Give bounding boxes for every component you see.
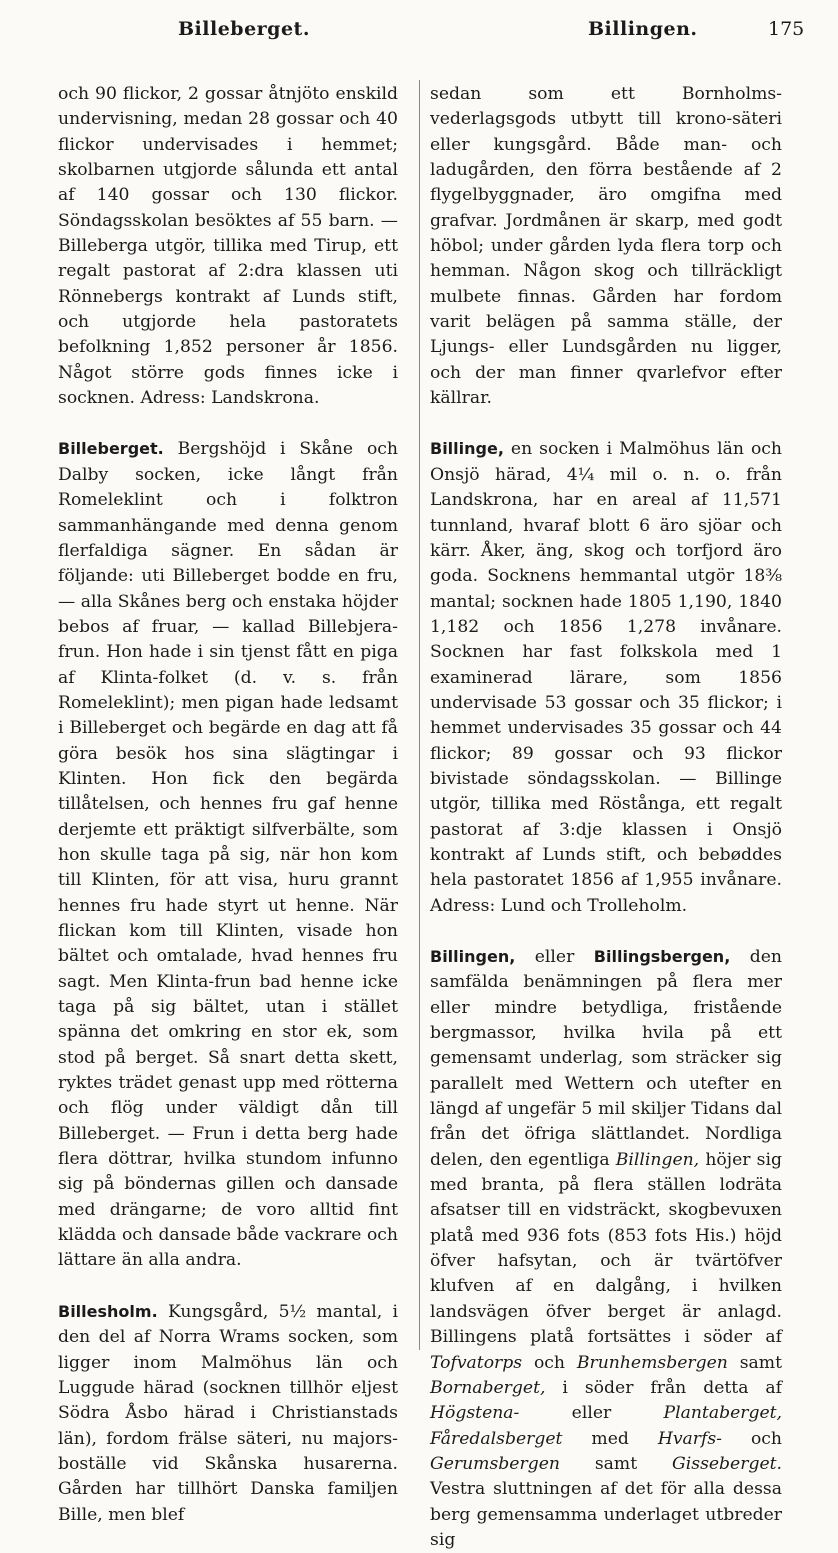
entry-billinge <box>430 436 782 919</box>
entry-headword: Billesholm. <box>58 1301 158 1321</box>
entry-headword: Billingen, <box>430 947 516 966</box>
entry-headword-alt: Billingsbergen, <box>593 947 731 966</box>
place-name: Gisseberget. <box>672 1453 782 1474</box>
entry-text: och <box>522 1352 577 1373</box>
page-header <box>0 18 838 48</box>
entry-text: den samfälda benämningen på flera mer eller mindre betydliga, fristående bergmassor, hvilka hvila på ett gemensamt underlag, som sträcker sig parallelt med Wettern och utefter en längd af ungefär 5 mil skiljer Tidans dal från det öfriga slättlandet. Nordliga delen, den egentliga <box>430 947 782 1170</box>
entry-billeberget <box>58 436 398 1273</box>
entry-billingen <box>430 944 782 1553</box>
entry-headword: Billeberget. <box>58 439 164 459</box>
running-head-left: Billeberget. <box>178 18 310 40</box>
entry-text: Vestra sluttningen af det för alla dessa berg gemensamma underlaget utbreder sig <box>430 1479 782 1550</box>
place-name: Tofvatorps <box>430 1352 523 1373</box>
entry-text: en socken i Malmöhus län och Onsjö härad, 4¼ mil o. n. o. från Landskrona, har en areal af 11,571 tunnland, hvaraf blott 6 äro sjöar och kärr. Åker, äng, skog och torfjord äro goda. Socknens hemmantal utgör 18⅜ mantal; socknen hade 1805 1,190, 1840 1,182 och 1856 1,278 invånare. Socknen har fast folkskola med 1 examinerad lärare, som 1856 undervisade 53 gossar och 35 flickor; i hemmet undervisades 35 gossar och 44 flickor; 89 gossar och 93 flickor bivistade söndagsskolan. — Billinge utgör, tillika med Röstånga, ett regalt pastorat af 3:dje klassen i Onsjö kontrakt af Lunds stift, och bebøddes hela pastoratet 1856 af 1,955 invånare. Adress: Lund och Trolleholm. <box>430 439 782 916</box>
place-name: Bornaberget, <box>430 1377 546 1398</box>
entry-text: och <box>721 1428 782 1449</box>
entry-billesholm-continued <box>430 82 782 411</box>
entry-text: i söder från detta af <box>545 1377 782 1398</box>
column-divider <box>419 80 420 1350</box>
entry-text: med <box>562 1428 658 1449</box>
place-name: Högstena- <box>430 1403 520 1424</box>
left-column <box>58 82 398 1528</box>
entry-text: Kungsgård, 5½ mantal, i den del af Norra Wrams socken, som ligger inom Malmöhus län och Luggude härad (socknen tillhör eljest Södra Åsbo härad i Christianstads län), fordom frälse säteri, nu majors-boställe vid Skånska husarerna. Gården har tillhört Danska familjen Bille, men blef <box>58 1301 398 1525</box>
entry-text: Bergshöjd i Skåne och Dalby socken, icke långt från Romeleklint och i folktron sammanhängande med denna genom flerfaldiga sägner. En sådan är följande: uti Billeberget bodde en fru, — alla Skånes berg och enstaka höjder bebos af fruar, — kallad Billebjera-frun. Hon hade i sin tjenst fått en piga af Klinta-folket (d. v. s. från Romeleklint); men pigan hade ledsamt i Billeberget och begärde en dag att få göra besök hos sina slägtingar i Klinten. Hon fick den begärda tillåtelsen, och hennes fru gaf henne derjemte ett präktigt silfverbälte, som hon skulle taga på sig, när hon kom till Klinten, för att visa, huru grannt hennes fru hade styrt ut henne. När flickan kom till Klinten, visade hon bältet och omtalade, hvad hennes fru sagt. Men Klinta-frun bad henne icke taga på sig bältet, utan i stället spänna det omkring en stor ek, som stod på berget. Så snart detta skett, ryktes trädet genast upp med rötterna och flög under väldigt dån till Billeberget. — Frun i detta berg hade flera döttrar, hvilka stundom infunno sig på böndernas gillen och dansade med drängarne; de voro alltid fint klädda och dansade både vackrare och lättare än alla andra. <box>58 439 399 1271</box>
entry-billeberga-continued <box>58 82 398 411</box>
page-number: 175 <box>768 18 805 40</box>
entry-text: eller <box>534 947 575 967</box>
entry-text: sedan som ett Bornholms-vederlagsgods utbytt till krono-säteri eller kungsgård. Både man- och ladugården, den förra bestående af 2 flygelbyggnader, äro omgifna med grafvar. Jordmånen är skarp, med godt höbol; under gården lyda flera torp och hemman. Någon skog och tillräckligt mulbete finnas. Gården har fordom varit belägen på samma ställe, der Ljungs- eller Lundsgården nu ligger, och der man finner qvarlefvor efter källrar. <box>430 84 782 409</box>
entry-text: samt <box>727 1352 782 1373</box>
entry-text: eller <box>519 1403 664 1424</box>
place-name: Hvarfs- <box>657 1428 722 1449</box>
entry-billesholm <box>58 1299 398 1528</box>
entry-text: och 90 flickor, 2 gossar åtnjöto enskild undervisning, medan 28 gossar och 40 flickor undervisades i hemmet; skolbarnen utgjorde sålunda ett antal af 140 gossar och 130 flickor. Söndagsskolan besöktes af 55 barn. — Billeberga utgör, tillika med Tirup, ett regalt pastorat af 2:dra klassen uti Rönnebergs kontrakt af Lunds stift, och utgjorde hela pastoratets befolkning 1,852 personer år 1856. Något större gods finnes icke i socknen. Adress: Landskrona. <box>58 84 398 409</box>
place-name: Brunhemsbergen <box>576 1352 728 1373</box>
entry-text: samt <box>559 1453 673 1474</box>
place-name: Fåredalsberget <box>430 1428 563 1449</box>
place-name: Gerumsbergen <box>430 1453 560 1474</box>
running-head-right: Billingen. <box>588 18 698 40</box>
entry-text: höjer sig med branta, på flera ställen lodräta afsatser till en vidsträckt, skogbevuxen platå med 936 fots (853 fots His.) höjd öfver hafsytan, och är tvärtöfver klufven af en dalgång, i hvilken landsvägen öfver berget är anlagd. Billingens platå fortsättes i söder af <box>430 1149 782 1348</box>
place-name: Plantaberget, <box>663 1403 782 1424</box>
entry-headword: Billinge, <box>430 439 504 459</box>
place-name: Billingen, <box>615 1149 700 1170</box>
right-column <box>430 82 782 1553</box>
